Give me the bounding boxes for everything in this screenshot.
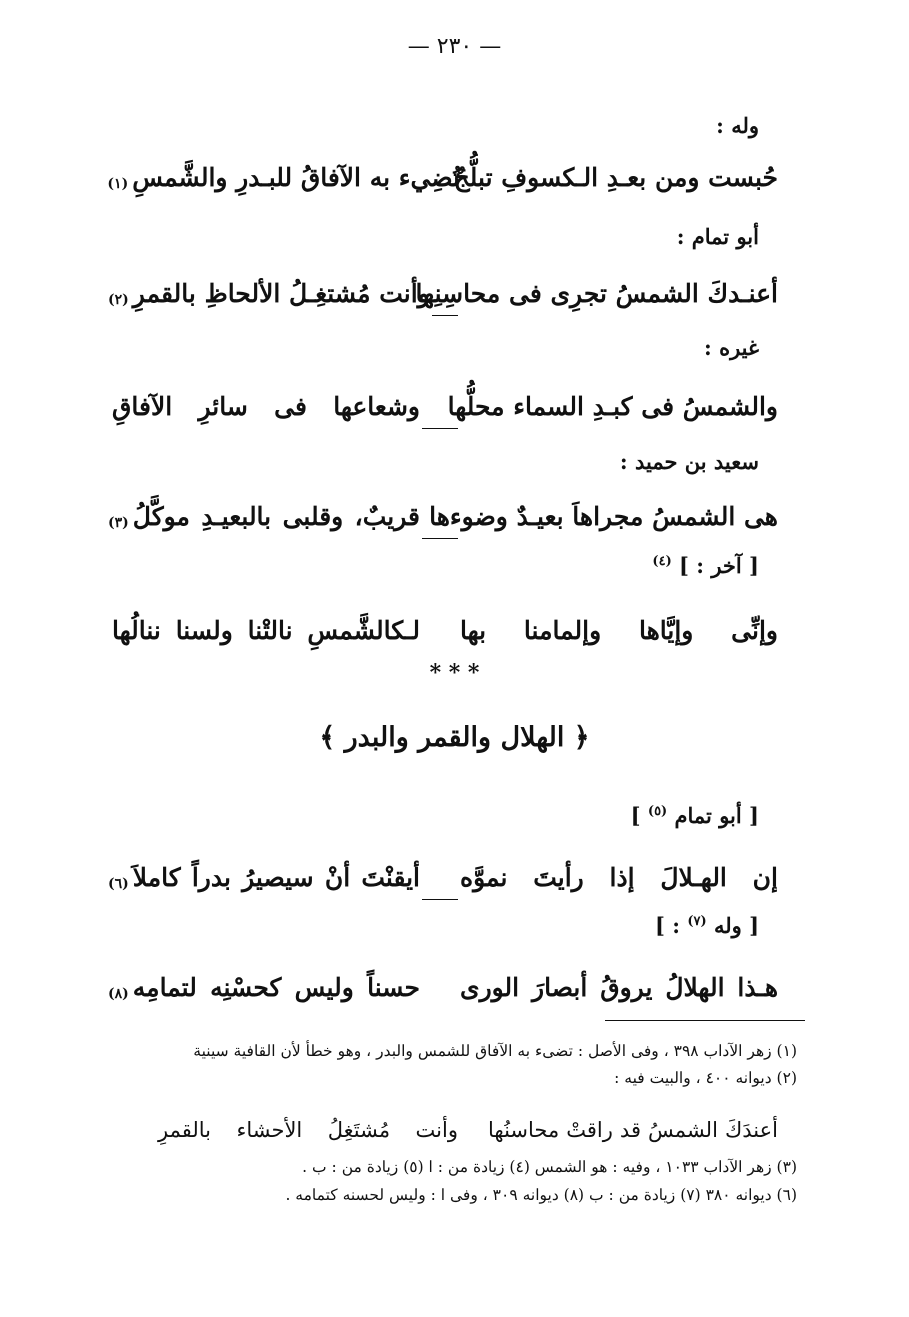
verse-first-hemistich: هى الشمسُ مجراهاَ بعيـدٌ وضوءها (429, 502, 778, 531)
poet-heading (652, 553, 759, 578)
verse-first-hemistich: وإنِّى وإيَّاها وإلمامنا بها (460, 616, 778, 645)
separator-stars: * * * (429, 660, 480, 686)
heading-close: : ] (655, 913, 681, 938)
footnote-6-8: (٦) ديوانه ٣٨٠ (٧) زيادة من : ب (٨) ديوانه ٣٠٩ ، وفى ا : وليس لحسنه كتمامه . (285, 1186, 797, 1204)
verse-line (108, 487, 778, 531)
verse-first-hemistich: حُبست ومن بعـدِ الـكسوفِ تبلُّجٌ (453, 163, 778, 192)
footnote-2: (٢) ديوانه ٤٠٠ ، والبيت فيه : (614, 1069, 797, 1087)
verse-first-hemistich: والشمسُ فى كبـدِ السماء محلُّها (447, 392, 778, 421)
heading-text: [ آخر : ] (679, 553, 759, 578)
footnote-marker: (٥) (647, 804, 668, 819)
footnote-verse (158, 1106, 778, 1142)
poet-heading (655, 913, 759, 938)
verse-first-hemistich: إن الهـلالَ إذا رأيتَ نموَّه (460, 863, 778, 892)
verse-line (108, 848, 778, 892)
poet-heading: وله : (716, 113, 759, 138)
heading-close: ] (630, 803, 641, 828)
verse-line (108, 958, 778, 1002)
page-number: — ٢٣٠ — (407, 34, 502, 59)
footnote-3-5: (٣) زهر الآداب ١٠٣٣ ، وفيه : هو الشمس (٤) زيادة من : ا (٥) زيادة من : ب . (302, 1158, 797, 1176)
verse-second-hemistich: قريبٌ، وقلبى بالبعيـدِ موكَّلُ (132, 502, 420, 531)
verse-second-hemistich: حسناً وليس كحسْنِه لتمامِه (132, 973, 420, 1002)
verse-line (108, 148, 778, 192)
footnote-marker: (٣) (108, 515, 129, 531)
section-title: ﴿ الهلال والقمر والبدر ﴾ (319, 722, 590, 753)
verse-first-hemistich: أعندَكَ الشمسُ قد راقتْ محاسنُها (488, 1118, 778, 1142)
footnote-marker: (١) (107, 176, 129, 192)
verse-second-hemistich: لـكالشَّمسِ نالتْنا ولسنا ننالُها (112, 616, 420, 645)
footnote-marker: (٨) (108, 986, 129, 1002)
footnote-marker: (٦) (108, 876, 129, 892)
verse-first-hemistich: أعنـدكَ الشمسُ تجرِى فى محاسِنِها (415, 279, 778, 308)
poet-heading: أبو تمام : (676, 224, 759, 249)
poet-heading (631, 803, 759, 828)
verse-second-hemistich: أيقنْتَ أنْ سيصيرُ بدراً كاملاَ (132, 863, 420, 892)
footnote-marker: (٢) (108, 292, 129, 308)
footnote-marker: (٧) (687, 914, 707, 929)
verse-first-hemistich: هـذا الهلالُ يروقُ أبصارَ الورى (460, 973, 778, 1002)
verse-second-hemistich: وشعاعها فى سائرِ الآفاقِ (112, 392, 420, 421)
verse-line (108, 601, 778, 645)
verse-second-hemistich: وأنت مُشتَغِلُ الأحشاء بالقمرِ (158, 1118, 458, 1142)
footnote-rule (605, 1020, 805, 1021)
poet-heading: غيره : (704, 335, 759, 360)
verse-second-hemistich: تُضِيء به الآفاقُ للبـدرِ والشَّمسِ (132, 163, 460, 192)
poet-heading: سعيد بن حميد : (619, 449, 759, 474)
heading-text: [ أبو تمام (674, 803, 759, 828)
verse-line (108, 264, 778, 308)
footnote-marker: (٤) (652, 554, 672, 569)
verse-second-hemistich: وأنت مُشتغِـلُ الألحاظِ بالقمرِ (132, 279, 430, 308)
heading-text: [ وله (713, 913, 759, 938)
footnote-1: (١) زهر الآداب ٣٩٨ ، وفى الأصل : تضىء به الآفاق للشمس والبدر ، وهو خطأ لأن القافية سينية (193, 1042, 797, 1060)
verse-line (108, 377, 778, 421)
